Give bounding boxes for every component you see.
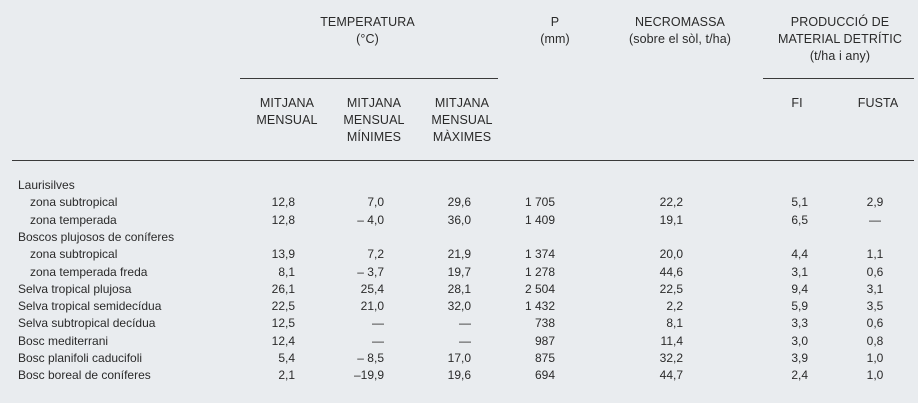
header-necromassa-unit: (sobre el sòl, t/ha) <box>628 32 732 46</box>
cell-minimes: — <box>372 316 384 330</box>
cell-mensual: 22,5 <box>271 299 295 313</box>
header-p-unit: (mm) <box>540 32 570 46</box>
cell-necromassa: 11,4 <box>660 334 683 348</box>
subheader-line: MÀXIMES <box>432 130 492 144</box>
cell-p: 1 409 <box>524 213 555 227</box>
cell-minimes: 7,0 <box>367 195 384 209</box>
row-label: zona temperada freda <box>30 265 148 279</box>
cell-maximes: 21,9 <box>447 247 471 261</box>
cell-mensual: 13,9 <box>271 247 295 261</box>
subheader-line: MITJANA <box>346 96 402 110</box>
header-necromassa-title: NECROMASSA <box>635 15 725 29</box>
row-label: zona subtropical <box>30 247 118 261</box>
header-p-title: P <box>550 15 560 29</box>
subheader-line: FI <box>791 96 803 110</box>
cell-p: 987 <box>534 334 555 348</box>
cell-fi: 2,4 <box>791 368 808 382</box>
subheader-line: MENSUAL <box>256 113 318 127</box>
cell-maximes: 28,1 <box>447 282 471 296</box>
cell-p: 1 278 <box>524 265 555 279</box>
cell-mensual: 5,4 <box>278 351 295 365</box>
header-temperatura-title: TEMPERATURA <box>320 15 415 29</box>
cell-fusta: 1,1 <box>866 247 884 261</box>
cell-fi: 3,3 <box>791 316 808 330</box>
cell-fusta: 1,0 <box>866 351 884 365</box>
cell-p: 738 <box>534 316 555 330</box>
cell-fusta: 0,6 <box>866 316 884 330</box>
cell-maximes: 29,6 <box>447 195 471 209</box>
cell-fusta: 2,9 <box>866 195 884 209</box>
cell-necromassa: 22,5 <box>659 282 683 296</box>
cell-minimes: – 8,5 <box>357 351 384 365</box>
cell-maximes: 19,6 <box>447 368 471 382</box>
row-label: zona temperada <box>30 213 117 227</box>
cell-necromassa: 8,1 <box>666 316 683 330</box>
header-produccio-unit: (t/ha i any) <box>809 49 871 63</box>
cell-fusta: 3,5 <box>866 299 884 313</box>
cell-necromassa: 19,1 <box>659 213 683 227</box>
cell-p: 1 432 <box>524 299 555 313</box>
cell-minimes: – 4,0 <box>357 213 384 227</box>
cell-fusta: 1,0 <box>866 368 884 382</box>
cell-fusta: — <box>869 213 881 227</box>
row-label: zona subtropical <box>30 195 118 209</box>
cell-fi: 5,1 <box>791 195 808 209</box>
cell-p: 1 705 <box>524 195 555 209</box>
subheader-line: MITJANA <box>434 96 490 110</box>
cell-p: 1 374 <box>524 247 555 261</box>
cell-fi: 3,9 <box>791 351 808 365</box>
subheader-line: FUSTA <box>857 96 899 110</box>
row-label: Selva tropical semidecídua <box>18 299 162 313</box>
cell-fusta: 3,1 <box>866 282 884 296</box>
cell-p: 694 <box>534 368 555 382</box>
cell-necromassa: 32,2 <box>659 351 683 365</box>
cell-necromassa: 44,7 <box>659 368 683 382</box>
cell-necromassa: 20,0 <box>659 247 683 261</box>
cell-maximes: 19,7 <box>447 265 471 279</box>
row-label: Selva tropical plujosa <box>18 282 132 296</box>
cell-necromassa: 2,2 <box>666 299 683 313</box>
row-label: Bosc boreal de coníferes <box>18 368 151 382</box>
row-label: Bosc planifoli caducifoli <box>18 351 143 365</box>
cell-fusta: 0,6 <box>866 265 884 279</box>
row-label: Selva subtropical decídua <box>18 316 156 330</box>
cell-minimes: — <box>372 334 384 348</box>
cell-maximes: 17,0 <box>447 351 471 365</box>
cell-mensual: 26,1 <box>271 282 295 296</box>
cell-maximes: 36,0 <box>447 213 471 227</box>
cell-necromassa: 44,6 <box>659 265 683 279</box>
cell-mensual: 12,8 <box>271 213 295 227</box>
cell-fi: 5,9 <box>791 299 808 313</box>
cell-minimes: 25,4 <box>360 282 384 296</box>
cell-fi: 3,0 <box>791 334 808 348</box>
cell-mensual: 12,4 <box>271 334 295 348</box>
cell-mensual: 2,1 <box>278 368 295 382</box>
cell-necromassa: 22,2 <box>659 195 683 209</box>
cell-fusta: 0,8 <box>866 334 884 348</box>
subheader-line: MITJANA <box>259 96 315 110</box>
header-temperatura-unit: (°C) <box>356 32 379 46</box>
row-label: Laurisilves <box>18 178 75 192</box>
cell-maximes: 32,0 <box>447 299 471 313</box>
cell-p: 2 504 <box>524 282 555 296</box>
cell-fi: 6,5 <box>791 213 808 227</box>
cell-mensual: 12,5 <box>271 316 295 330</box>
cell-minimes: 7,2 <box>367 247 384 261</box>
header-produccio-line1: PRODUCCIÓ DE <box>790 15 890 29</box>
row-label: Boscos plujosos de coníferes <box>18 230 175 244</box>
cell-minimes: –19,9 <box>353 368 384 382</box>
cell-minimes: 21,0 <box>360 299 384 313</box>
cell-p: 875 <box>534 351 555 365</box>
cell-fi: 3,1 <box>791 265 808 279</box>
cell-maximes: — <box>459 334 471 348</box>
cell-minimes: – 3,7 <box>357 265 384 279</box>
header-produccio-line2: MATERIAL DETRÍTIC <box>778 32 902 46</box>
cell-mensual: 12,8 <box>271 195 295 209</box>
cell-maximes: — <box>459 316 471 330</box>
subheader-line: MENSUAL <box>431 113 493 127</box>
cell-fi: 4,4 <box>791 247 808 261</box>
cell-mensual: 8,1 <box>278 265 295 279</box>
cell-fi: 9,4 <box>791 282 808 296</box>
row-label: Bosc mediterrani <box>18 334 109 348</box>
subheader-line: MÍNIMES <box>346 130 402 144</box>
subheader-line: MENSUAL <box>343 113 405 127</box>
